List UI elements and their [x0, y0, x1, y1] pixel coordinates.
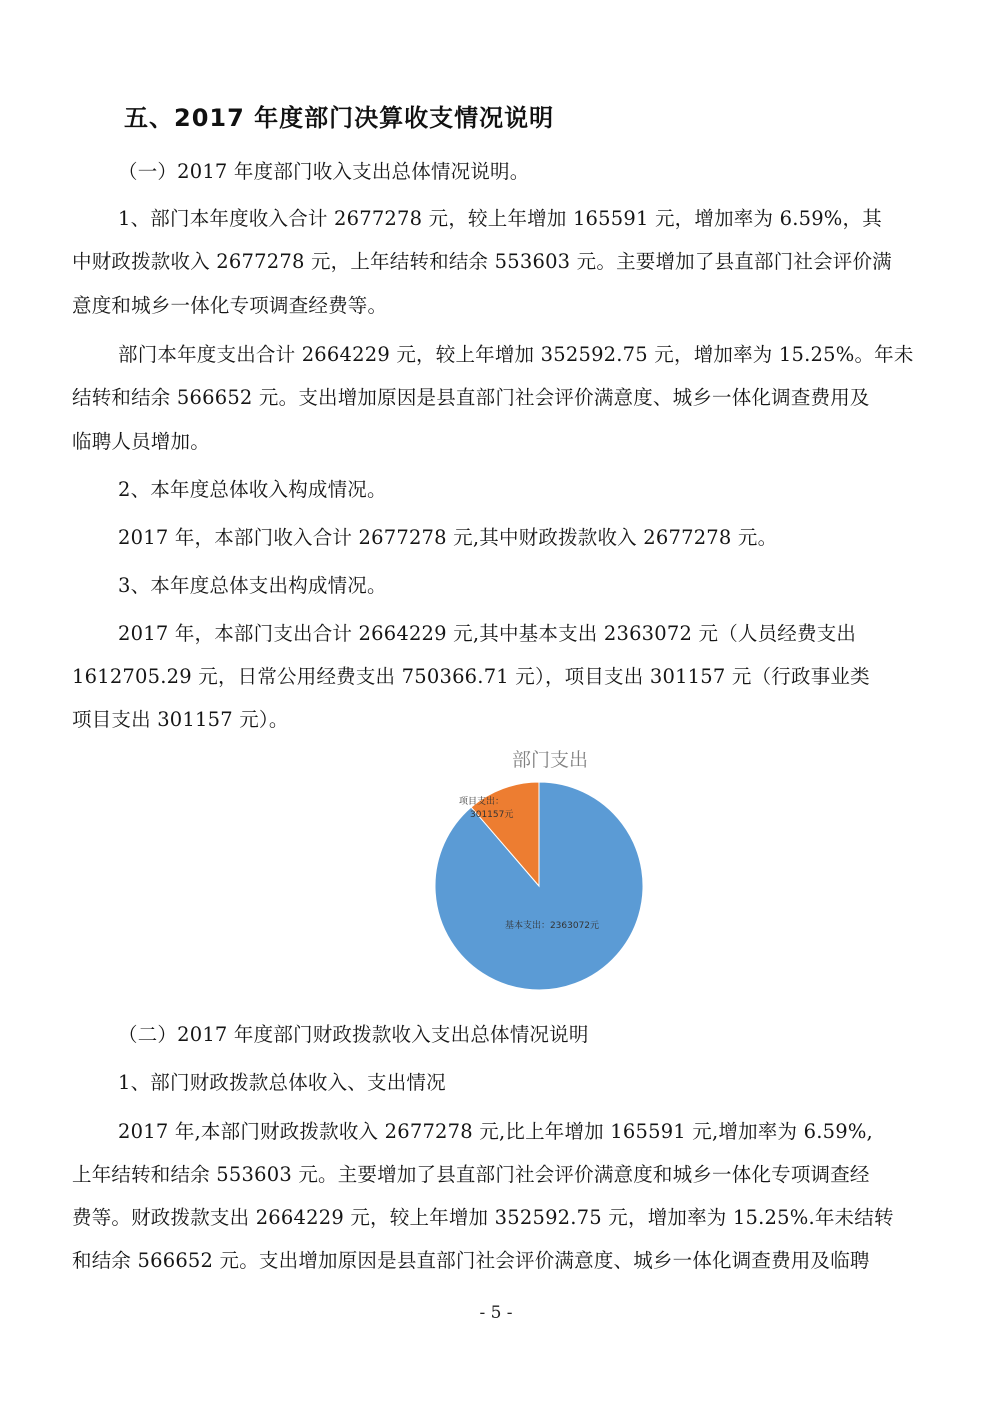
paragraph-line: 2017 年,本部门财政拨款收入 2677278 元,比上年增加 165591 元,增加率为 6.59%, — [118, 1120, 873, 1143]
paragraph-line: 1、部门本年度收入合计 2677278 元，较上年增加 165591 元，增加率为 6.59%，其 — [118, 207, 882, 230]
paragraph-line: 2017 年，本部门支出合计 2664229 元,其中基本支出 2363072 元（人员经费支出 — [118, 622, 857, 645]
paragraph-line: 2017 年，本部门收入合计 2677278 元,其中财政拨款收入 2677278 元。 — [118, 526, 778, 549]
section-heading: 五、2017 年度部门决算收支情况说明 — [124, 104, 555, 132]
slice-label-project-value: 301157元 — [470, 810, 514, 820]
subsection-title: （二）2017 年度部门财政拨款收入支出总体情况说明 — [118, 1023, 589, 1046]
list-item-heading: 2、本年度总体收入构成情况。 — [118, 478, 387, 501]
paragraph-line: 意度和城乡一体化专项调查经费等。 — [72, 294, 388, 317]
subsection-title: （一）2017 年度部门收入支出总体情况说明。 — [118, 160, 530, 183]
paragraph-line: 费等。财政拨款支出 2664229 元，较上年增加 352592.75 元，增加率为 15.25%.年未结转 — [72, 1206, 894, 1229]
list-item-heading: 3、本年度总体支出构成情况。 — [118, 574, 387, 597]
page-number: - 5 - — [479, 1303, 513, 1323]
paragraph-line: 临聘人员增加。 — [72, 430, 210, 453]
paragraph-line: 和结余 566652 元。支出增加原因是县直部门社会评价满意度、城乡一体化调查费用及临聘 — [72, 1249, 870, 1272]
paragraph-line: 结转和结余 566652 元。支出增加原因是县直部门社会评价满意度、城乡一体化调查费用及 — [72, 386, 870, 409]
list-item-heading: 1、部门财政拨款总体收入、支出情况 — [118, 1071, 446, 1094]
paragraph-line: 项目支出 301157 元）。 — [72, 708, 289, 731]
slice-label-project: 项目支出： — [459, 797, 505, 807]
paragraph-line: 1612705.29 元，日常公用经费支出 750366.71 元），项目支出 301157 元（行政事业类 — [72, 665, 870, 688]
paragraph-line: 中财政拨款收入 2677278 元，上年结转和结余 553603 元。主要增加了县直部门社会评价满 — [72, 250, 892, 273]
chart-title: 部门支出 — [511, 749, 589, 771]
paragraph-line: 上年结转和结余 553603 元。主要增加了县直部门社会评价满意度和城乡一体化专项调查经 — [72, 1163, 870, 1186]
pie-chart-svg — [420, 740, 660, 1000]
slice-label-basic: 基本支出：2363072元 — [504, 921, 600, 931]
paragraph-line: 部门本年度支出合计 2664229 元，较上年增加 352592.75 元，增加率为 15.25%。年未 — [118, 343, 914, 366]
expenditure-pie-chart — [420, 740, 660, 1000]
